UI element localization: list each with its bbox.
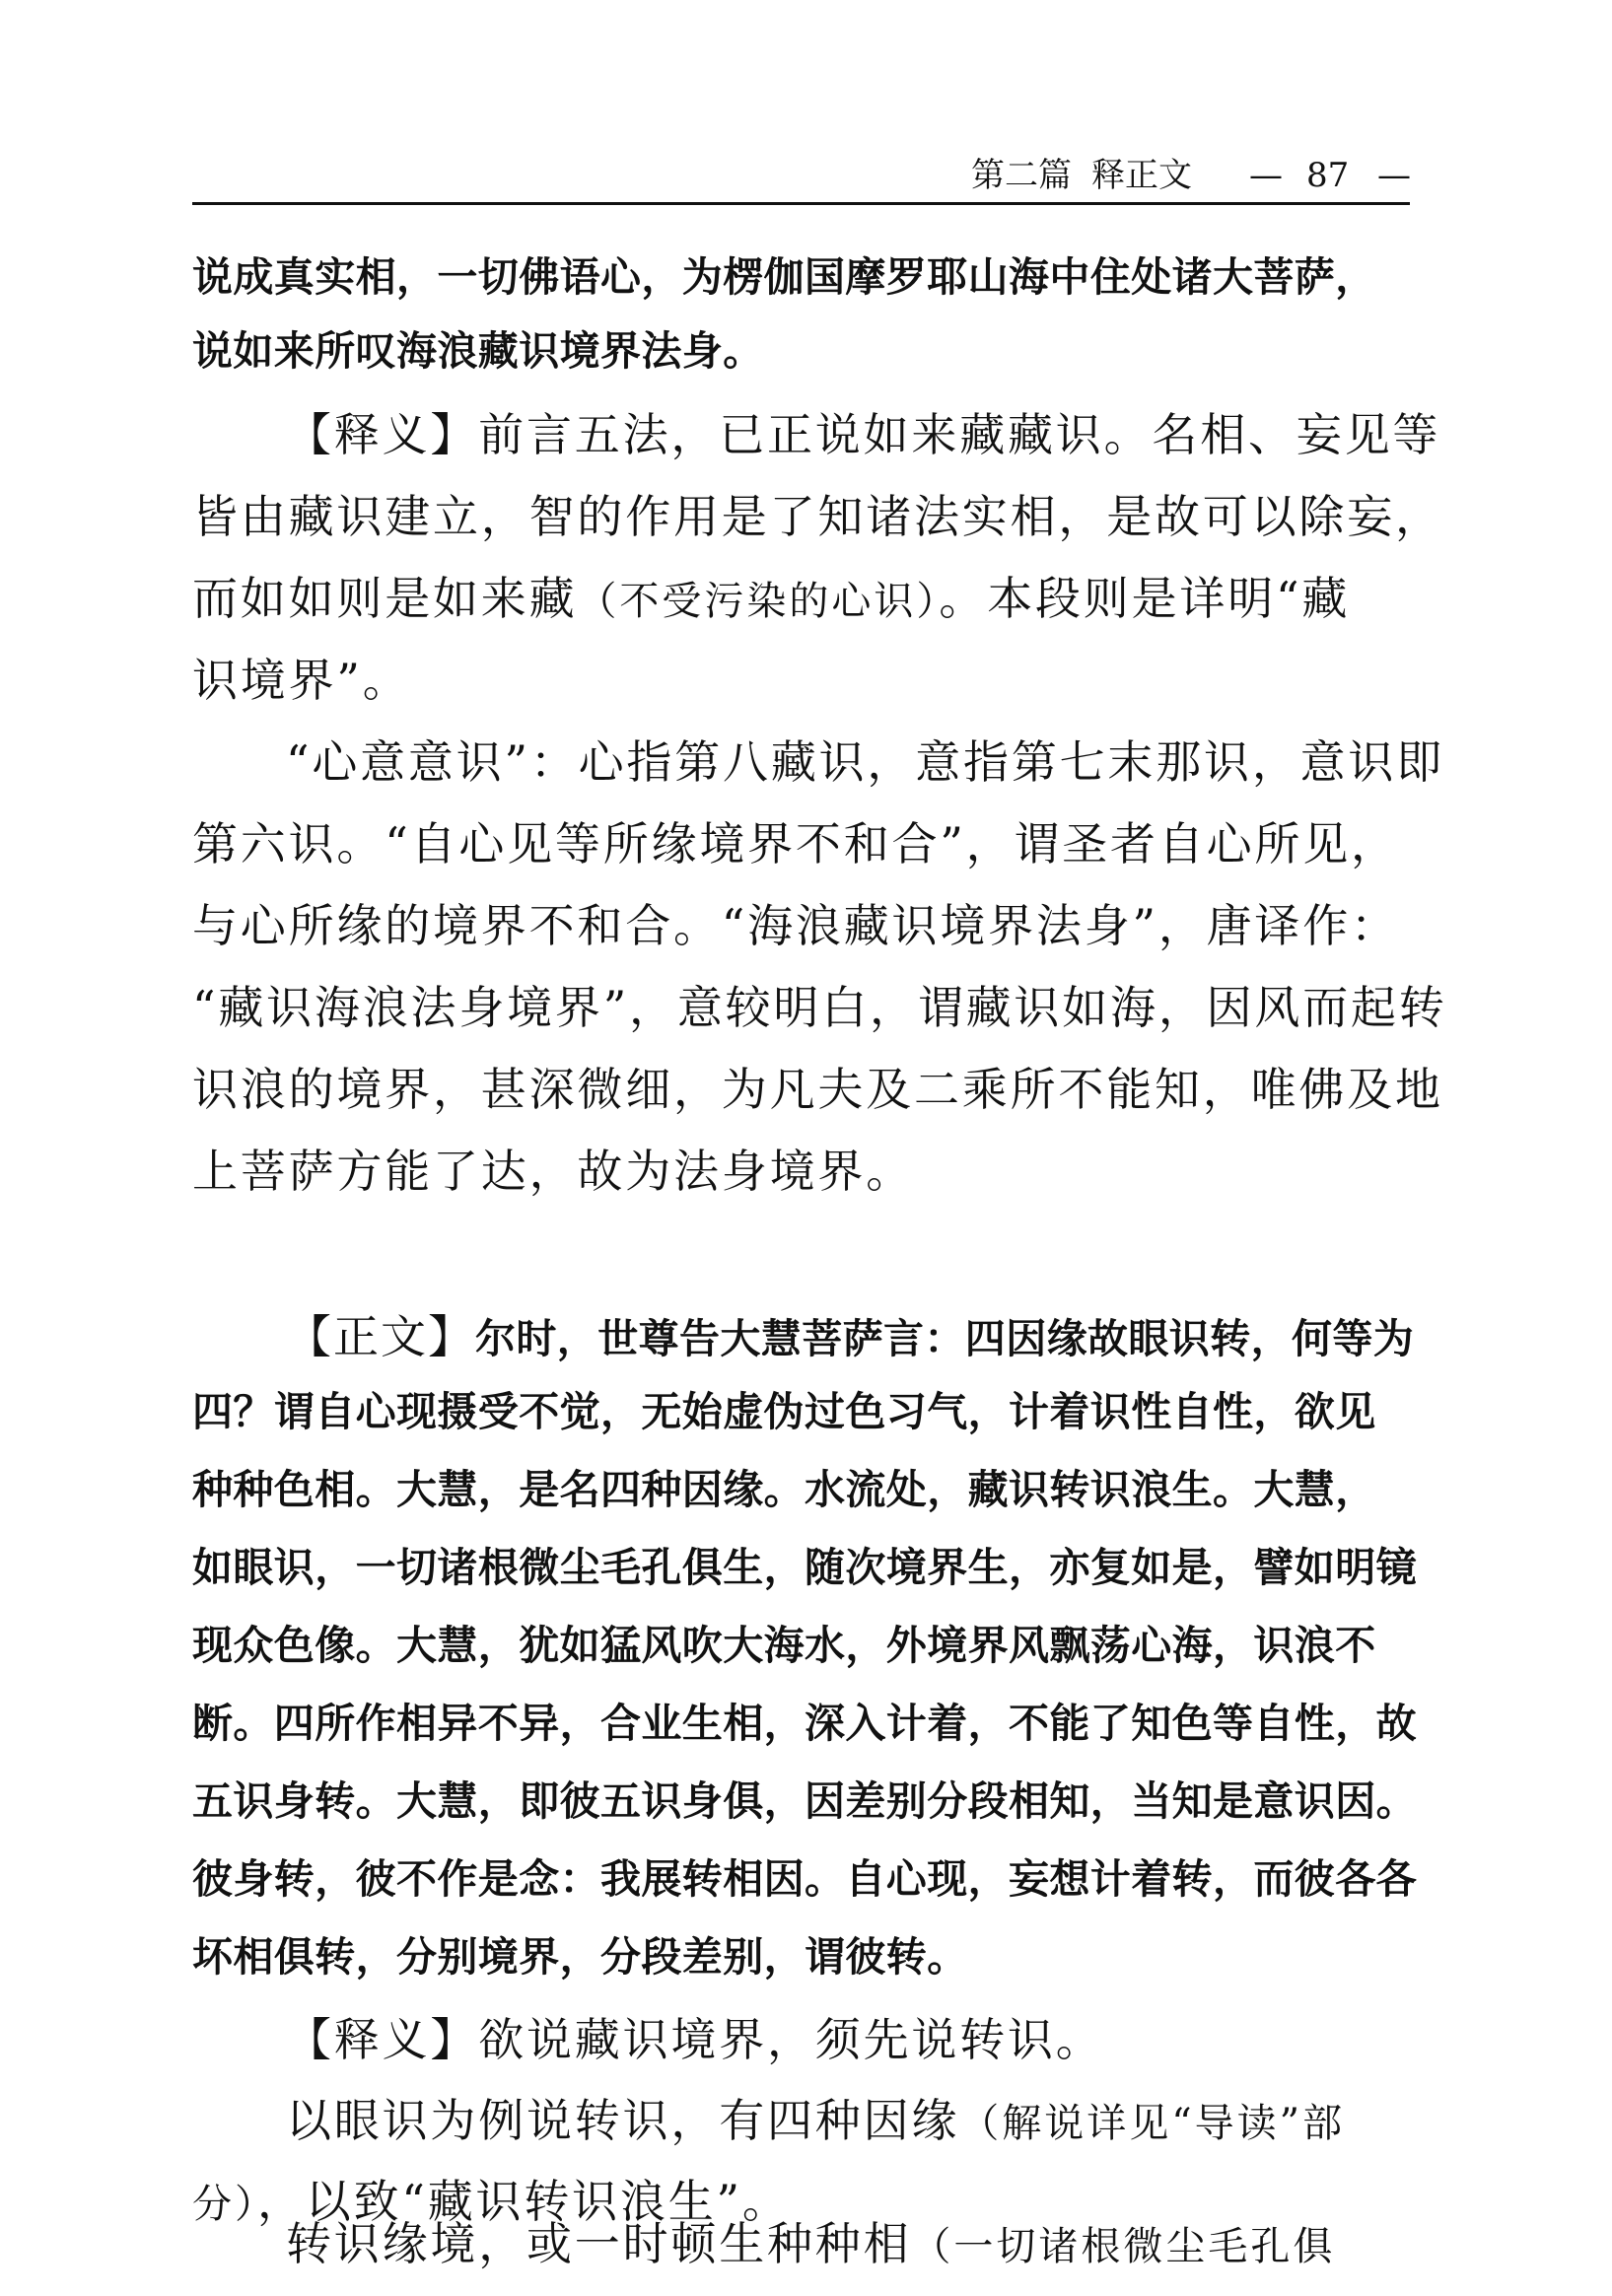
sutra-line: 种种色相。大慧，是名四种因缘。水流处，藏识转识浪生。大慧， bbox=[192, 1466, 1376, 1513]
commentary-line: “藏识海浪法身境界”，意较明白，谓藏识如海，因风而起转 bbox=[192, 981, 1447, 1034]
commentary-line: 转识缘境，或一时顿生种种相（一切诸根微尘毛孔俱 bbox=[286, 2217, 1336, 2270]
header-rule bbox=[192, 202, 1410, 205]
commentary-line: 【释义】前言五法，已正说如来藏藏识。名相、妄见等 bbox=[286, 408, 1441, 461]
commentary-line: 第六识。“自心见等所缘境界不和合”，谓圣者自心所见， bbox=[192, 817, 1399, 870]
sutra-tag: 【正文】 bbox=[286, 1310, 475, 1363]
sutra-line: 断。四所作相异不异，合业生相，深入计着，不能了知色等自性，故 bbox=[192, 1700, 1417, 1747]
commentary-line: 识境界”。 bbox=[192, 654, 411, 707]
commentary-tag: 【释义】 bbox=[286, 2013, 479, 2066]
header-chapter: 第二篇 bbox=[971, 156, 1072, 195]
running-header bbox=[971, 156, 1410, 195]
commentary-line: 【释义】欲说藏识境界，须先说转识。 bbox=[286, 2013, 1104, 2066]
commentary-line: “心意意识”：心指第八藏识，意指第七末那识，意识即 bbox=[286, 735, 1445, 789]
sutra-line: 五识身转。大慧，即彼五识身俱，因差别分段相知，当知是意识因。 bbox=[192, 1777, 1417, 1825]
commentary-line: 而如如则是如来藏（不受污染的心识）。本段则是详明“藏 bbox=[192, 572, 1351, 625]
page-number: 87 bbox=[1306, 156, 1350, 195]
sutra-line: 彼身转，彼不作是念：我展转相因。自心现，妄想计着转，而彼各各 bbox=[192, 1855, 1417, 1903]
commentary-line: 识浪的境界，甚深微细，为凡夫及二乘所不能知，唯佛及地 bbox=[192, 1063, 1443, 1116]
sutra-line: 【正文】尔时，世尊告大慧菩萨言：四因缘故眼识转，何等为 bbox=[286, 1310, 1415, 1363]
annotation-note: （解说详见“导读”部 bbox=[959, 2101, 1346, 2146]
sutra-line: 说如来所叹海浪藏识境界法身。 bbox=[192, 327, 764, 375]
commentary-tag: 【释义】 bbox=[286, 408, 479, 461]
annotation-note: 分） bbox=[192, 2182, 257, 2227]
annotation-note: （不受污染的心识） bbox=[577, 579, 940, 624]
sutra-line: 四？谓自心现摄受不觉，无始虚伪过色习气，计着识性自性，欲见 bbox=[192, 1388, 1376, 1435]
commentary-line: 上菩萨方能了达，故为法身境界。 bbox=[192, 1145, 914, 1198]
commentary-line: 以眼识为例说转识，有四种因缘（解说详见“导读”部 bbox=[286, 2094, 1346, 2147]
header-dash-right: — bbox=[1377, 156, 1411, 195]
header-section: 释正文 bbox=[1091, 156, 1192, 195]
commentary-line: 与心所缘的境界不和合。“海浪藏识境界法身”，唐译作： bbox=[192, 899, 1399, 952]
header-dash-left: — bbox=[1249, 156, 1283, 195]
sutra-line: 如眼识，一切诸根微尘毛孔俱生，随次境界生，亦复如是，譬如明镜 bbox=[192, 1544, 1417, 1591]
sutra-line: 说成真实相，一切佛语心，为楞伽国摩罗耶山海中住处诸大菩萨， bbox=[192, 253, 1376, 301]
annotation-note: （一切诸根微尘毛孔俱 bbox=[911, 2224, 1336, 2269]
commentary-line: 分），以致“藏识转识浪生”。 bbox=[192, 2175, 791, 2228]
sutra-line: 坏相俱转，分别境界，分段差别，谓彼转。 bbox=[192, 1933, 968, 1981]
commentary-line: 皆由藏识建立，智的作用是了知诸法实相，是故可以除妄， bbox=[192, 490, 1443, 543]
sutra-line: 现众色像。大慧，犹如猛风吹大海水，外境界风飘荡心海，识浪不 bbox=[192, 1622, 1376, 1669]
